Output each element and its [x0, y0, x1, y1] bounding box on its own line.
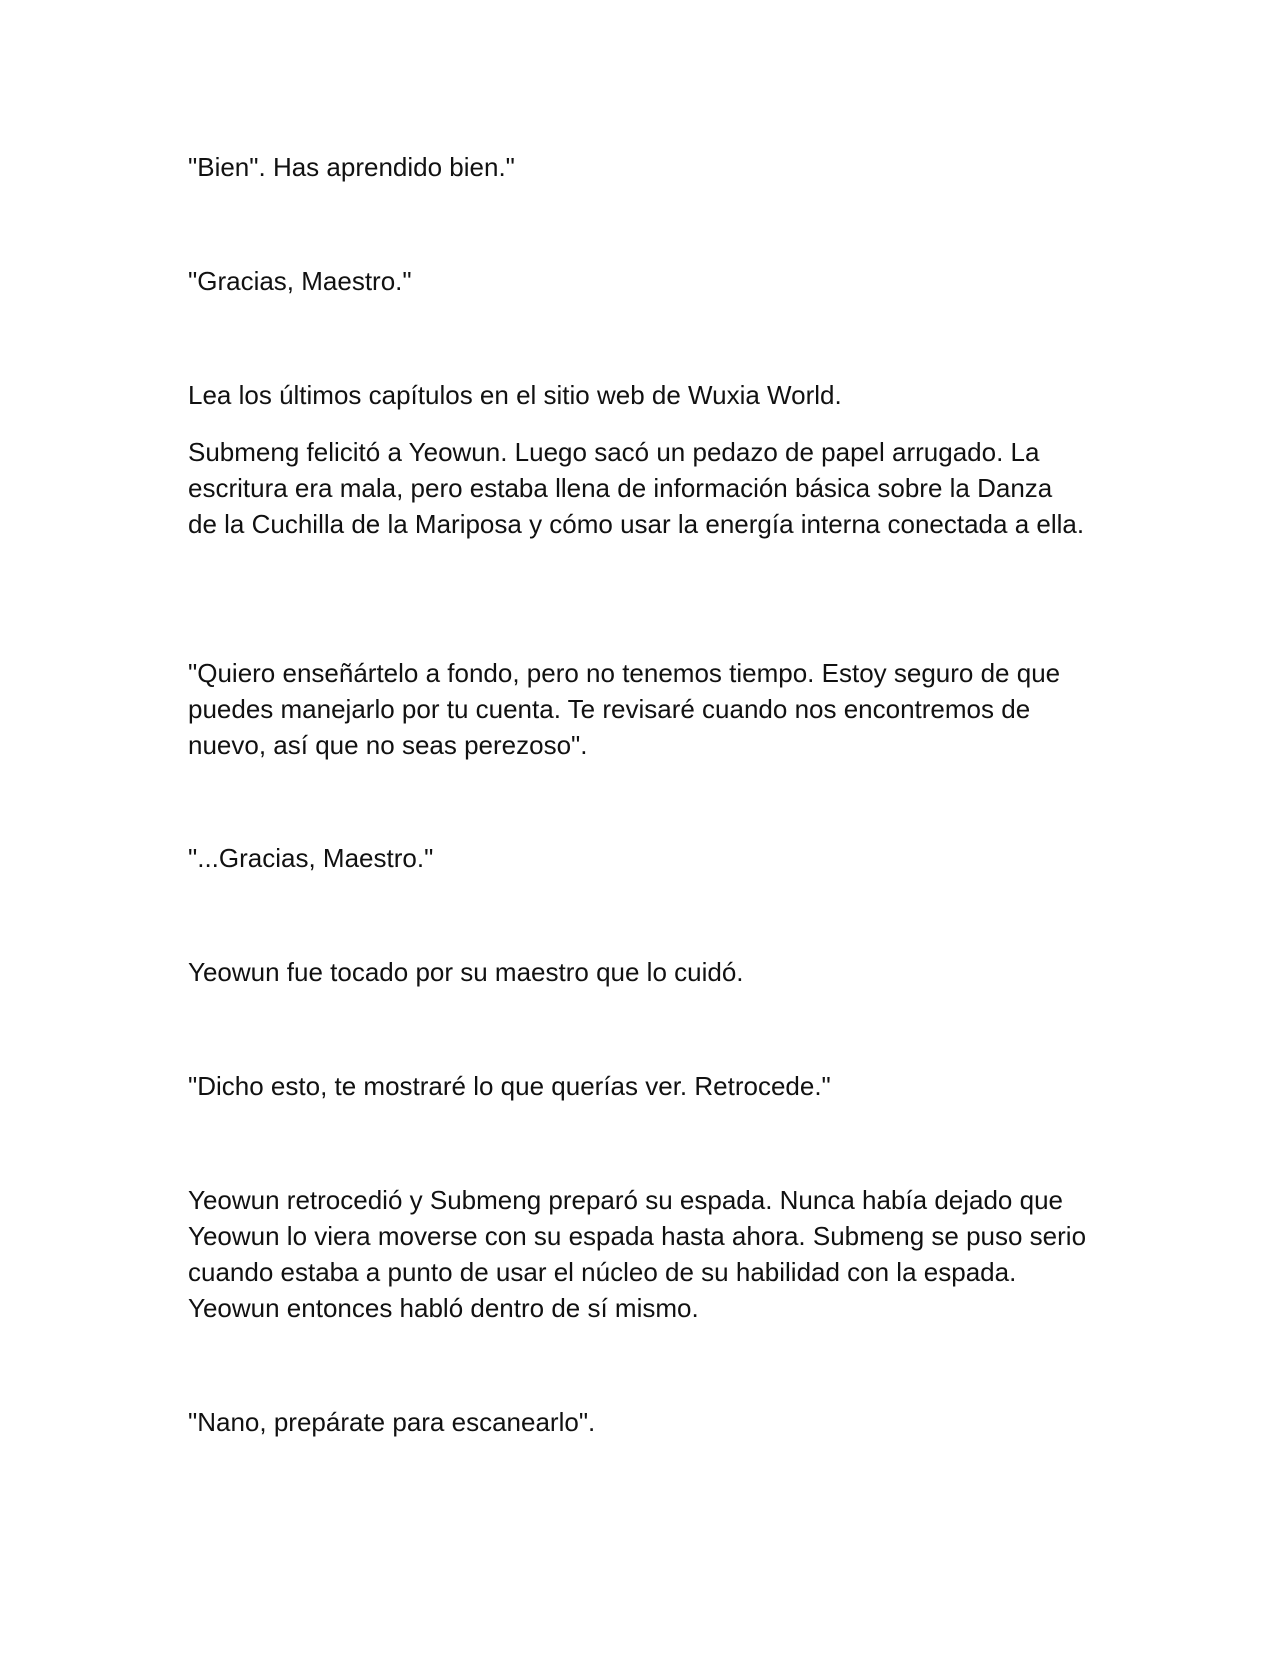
paragraph: "...Gracias, Maestro." — [188, 843, 434, 873]
paragraph: "Quiero enseñártelo a fondo, pero no tenemos tiempo. Estoy seguro de que puedes manejarlo por tu cuenta. Te revisaré cuando nos encontremos de nuevo, así que no seas perezoso". — [188, 658, 1061, 760]
paragraph: "Dicho esto, te mostraré lo que querías ver. Retrocede." — [188, 1071, 831, 1101]
paragraph: "Gracias, Maestro." — [188, 266, 412, 296]
paragraph: Yeowun fue tocado por su maestro que lo cuidó. — [188, 957, 744, 987]
paragraph: "Bien". Has aprendido bien." — [188, 152, 515, 182]
paragraph: Submeng felicitó a Yeowun. Luego sacó un pedazo de papel arrugado. La escritura era mala, pero estaba llena de información básica sobre la Danza de la Cuchilla de la Mariposa y cómo usar la energía interna conectada a ella. — [188, 437, 1085, 539]
paragraph: Yeowun retrocedió y Submeng preparó su espada. Nunca había dejado que Yeowun lo viera moverse con su espada hasta ahora. Submeng se puso serio cuando estaba a punto de usar el núcleo de su habilidad con la espada. Yeowun entonces habló dentro de sí mismo. — [188, 1185, 1087, 1323]
paragraph: "Nano, prepárate para escanearlo". — [188, 1407, 596, 1437]
paragraph: Lea los últimos capítulos en el sitio web de Wuxia World. — [188, 380, 842, 410]
